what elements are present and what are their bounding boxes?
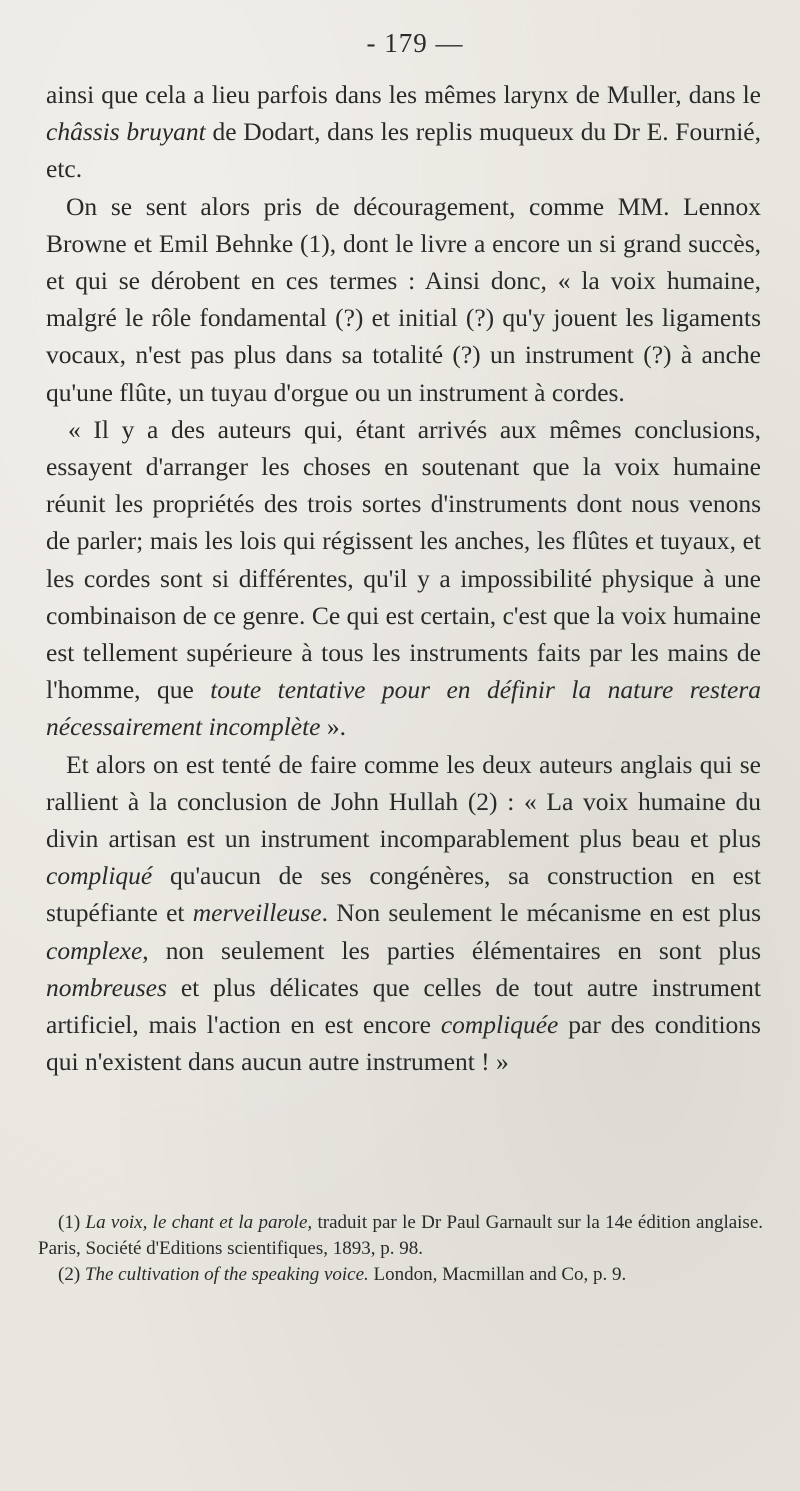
paragraph-4-italic-d: nombreuses — [46, 972, 167, 1002]
paragraph-3-italic-a: toute tentative pour en définir la nature restera nécessairement incomplète — [46, 675, 761, 742]
paragraph-4-italic-e: compliquée — [440, 1010, 559, 1040]
paragraph-4-italic-c: complexe — [46, 935, 143, 965]
footnote-2 — [38, 1262, 763, 1288]
paragraph-3-text-b: ». — [320, 712, 346, 742]
paragraph-1-italic-a: châssis bruyant — [46, 117, 206, 147]
footnote-2-text: London, Macmillan and Co, p. 9. — [368, 1264, 627, 1285]
paragraph-1 — [46, 76, 761, 188]
paragraph-4-text-b: qu'aucun de ses congénères, sa construction en est stupéfiante et — [46, 861, 761, 928]
paragraph-3 — [46, 411, 761, 746]
paragraph-4 — [46, 746, 761, 1081]
paragraph-4-text-a: Et alors on est tenté de faire comme les deux auteurs anglais qui se rallient à la conclusion de John Hullah (2) : « La voix humaine du divin artisan est un instrument incomparablement plus beau et plus — [46, 749, 761, 854]
footnote-1-text: traduit par le Dr Paul Garnault sur la 14e édition anglaise. Paris, Société d'Editions scientifiques, 1893, p. 98. — [38, 1212, 764, 1259]
paragraph-4-text-c: . Non seulement le mécanisme en est plus — [321, 898, 761, 928]
paragraph-4-text-e: et plus délicates que celles de tout autre instrument artificiel, mais l'action en est encore — [46, 972, 761, 1040]
paragraph-1-text-a: ainsi que cela a lieu parfois dans les mêmes larynx de Muller, dans le — [46, 80, 761, 109]
footnote-1-marker: (1) — [58, 1212, 86, 1233]
footnotes — [38, 1210, 763, 1288]
paragraph-1-text-b: de Dodart, dans les replis muqueux du Dr E. Fournié, etc. — [46, 117, 762, 184]
paragraph-4-text-d: , non seulement les parties élémentaires en sont plus — [142, 935, 761, 965]
paragraph-3-text-a: « Il y a des auteurs qui, étant arrivés aux mêmes conclusions, essayent d'arranger les choses en soutenant que la voix humaine réunit les propriétés des trois sortes d'instruments dont nous venons de parler; mais les lois qui régissent les anches, les flûtes et tuyaux, et les cordes sont si différentes, qu'il y a impossibilité physique à une combinaison de ce genre. Ce qui est certain, c'est que la voix humaine est tellement supérieure à tous les instruments faits par les mains de l'homme, que — [46, 414, 761, 705]
page-number: - 179 — — [366, 28, 464, 58]
footnote-1 — [38, 1210, 763, 1262]
body-text — [46, 76, 761, 1080]
footnote-2-title: The cultivation of the speaking voice. — [84, 1264, 369, 1285]
paragraph-4-text-f: par des conditions qui n'existent dans aucun autre instrument ! » — [46, 1010, 761, 1077]
paragraph-2: On se sent alors pris de découragement, comme MM. Lennox Browne et Emil Behnke (1), dont le livre a encore un si grand succès, et qui se dérobent en ces termes : Ainsi donc, « la voix humaine, malgré le rôle fondamental (?) et initial (?) qu'y jouent les ligaments vocaux, n'est pas plus dans sa totalité (?) un instrument (?) à anche qu'une flûte, un tuyau d'orgue ou un instrument à cordes. — [46, 191, 761, 407]
footnote-2-marker: (2) — [58, 1264, 85, 1285]
footnote-1-title: La voix, le chant et la parole, — [85, 1212, 313, 1233]
paragraph-4-italic-a: compliqué — [46, 861, 153, 891]
paragraph-4-italic-b: merveilleuse — [192, 898, 322, 928]
